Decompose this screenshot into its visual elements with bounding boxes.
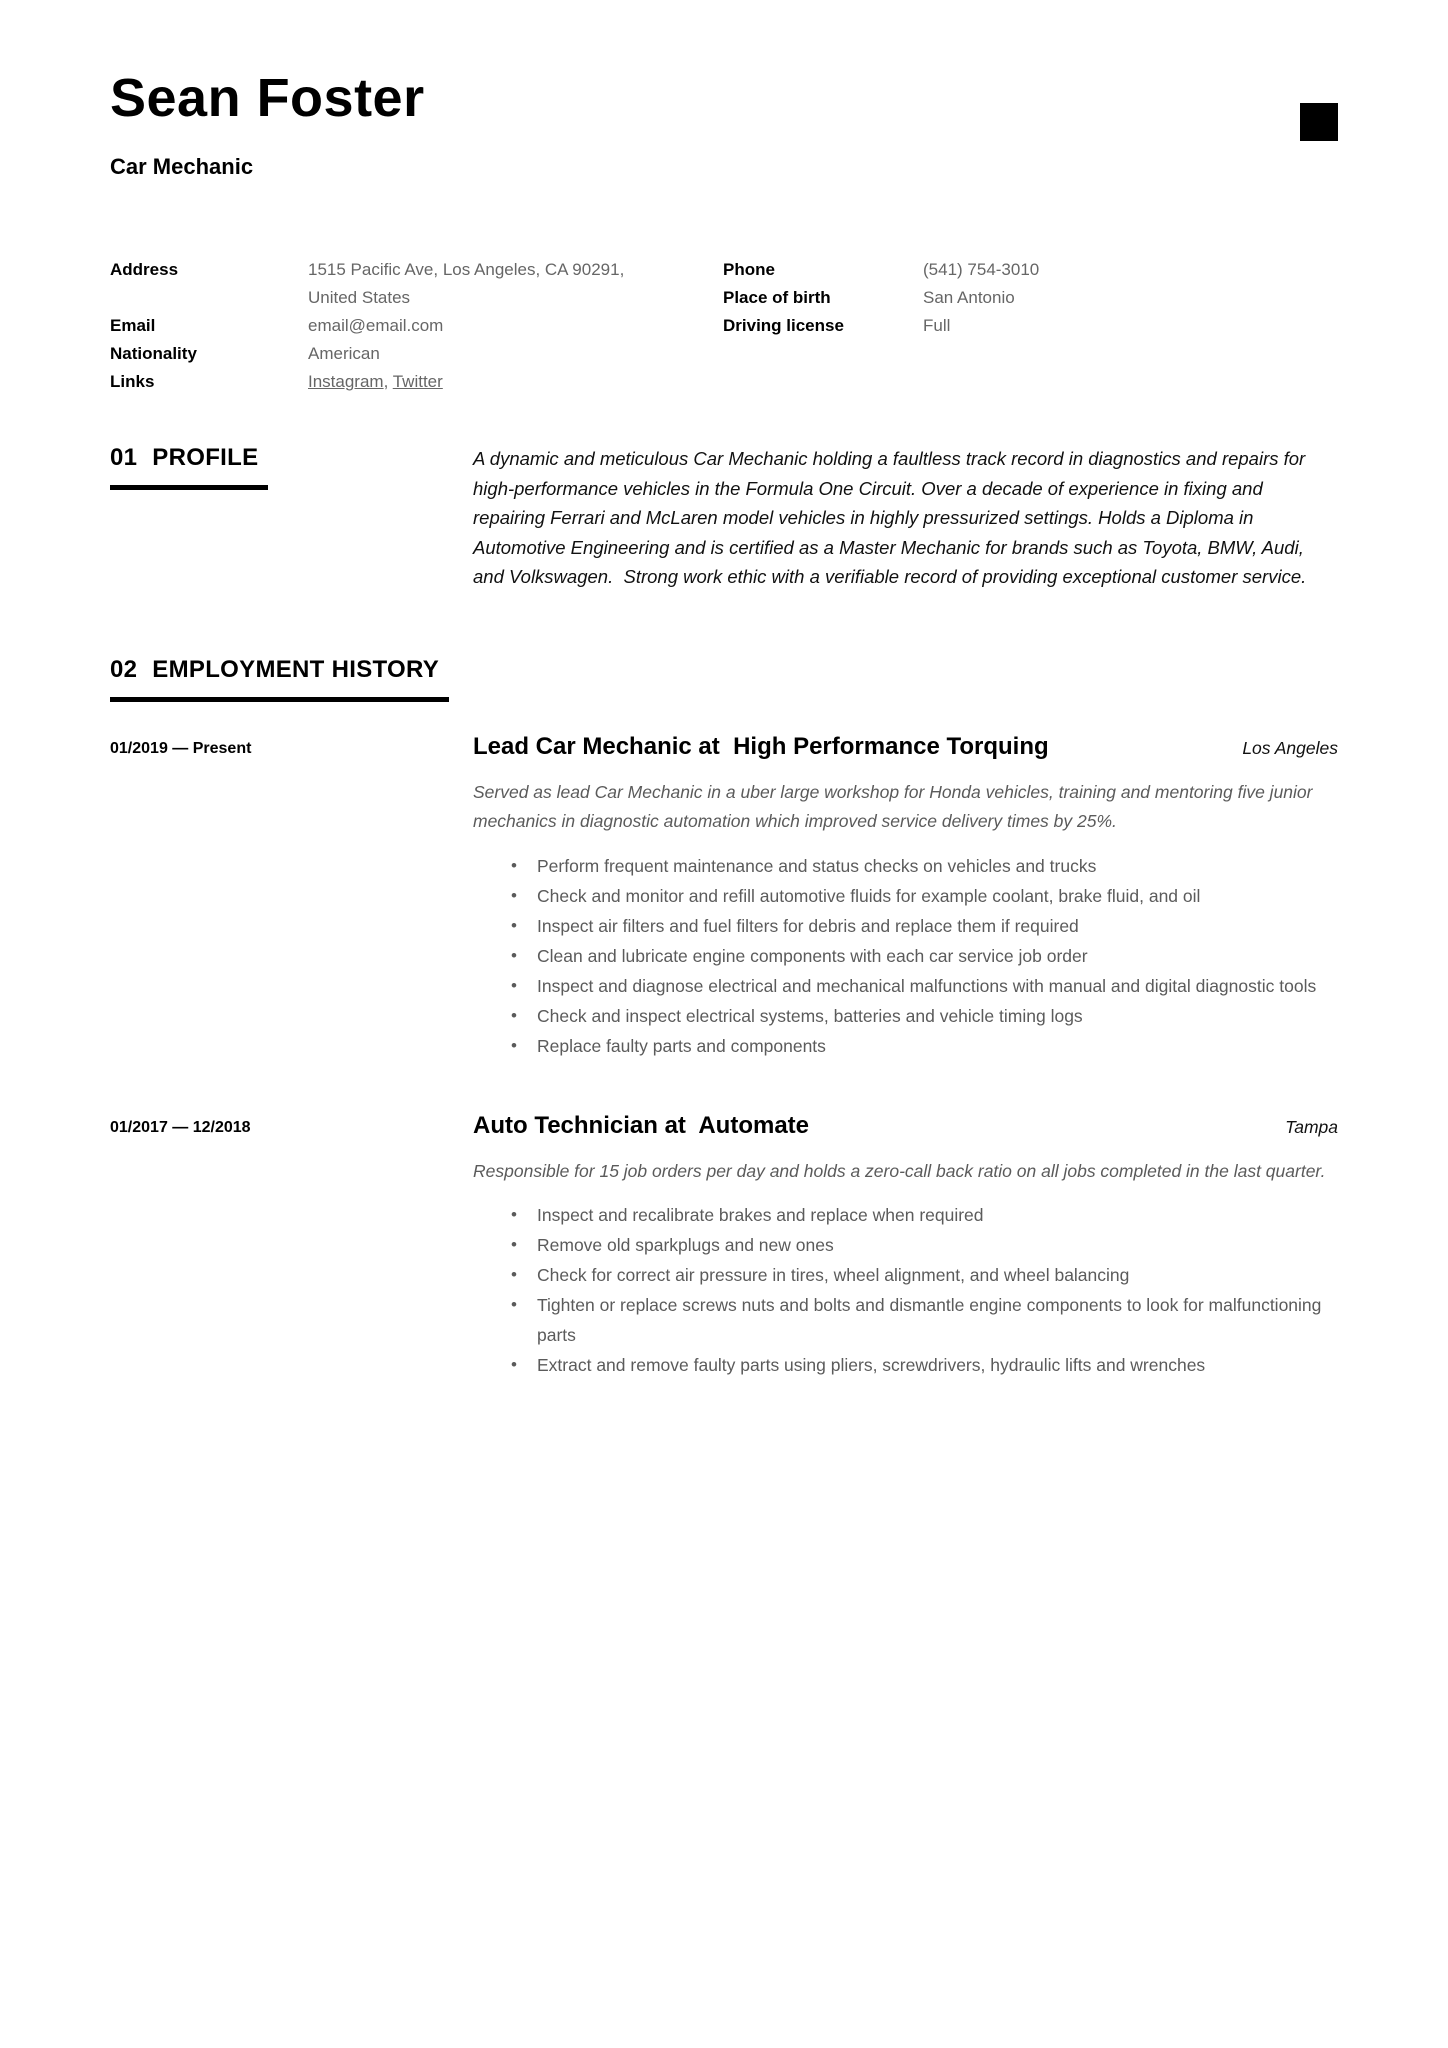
license-label: Driving license (723, 316, 844, 335)
employment-section (110, 656, 1338, 1381)
job-bullet: • Extract and remove faulty parts using pliers, screwdrivers, hydraulic lifts and wrenches (473, 1350, 1338, 1380)
job-dates-column (110, 732, 473, 1061)
address-value: 1515 Pacific Ave, Los Angeles, CA 90291, United States (308, 260, 625, 307)
employment-section-heading (110, 656, 449, 702)
job-bullet: • Check and inspect electrical systems, batteries and vehicle timing logs (473, 1001, 1338, 1031)
twitter-link[interactable]: Twitter (392, 372, 443, 391)
contact-row-license (723, 312, 1338, 340)
birthplace-value: San Antonio (923, 288, 1015, 307)
links-label: Links (110, 372, 155, 391)
job-bullet: • Inspect air filters and fuel filters for debris and replace them if required (473, 911, 1338, 941)
nationality-value: American (308, 344, 380, 363)
instagram-link[interactable]: Instagram (308, 372, 384, 391)
job-dates: 01/2019 — Present (110, 739, 252, 757)
black-square-icon (1300, 103, 1338, 141)
contact-details (110, 256, 1338, 396)
job-bullet: • Perform frequent maintenance and status checks on vehicles and trucks (473, 851, 1338, 881)
profile-summary-text: A dynamic and meticulous Car Mechanic holding a faultless track record in diagnostics and repairs for high-performance vehicles in the Formula One Circuit. Over a decade of experience in fixing and repairing Ferrari and McLaren model vehicles in highly pressurized settings. Holds a Diploma in Automotive Engineering and is certified as a Master Mechanic for brands such as Toyota, BMW, Audi, and Volkswagen. Strong work ethic with a verifiable record of providing exceptional customer service. (473, 448, 1311, 587)
section-title: PROFILE (152, 444, 259, 471)
job-title: Lead Car Mechanic at High Performance Torquing (473, 732, 1049, 760)
section-number: 01 (110, 444, 138, 471)
email-value: email@email.com (308, 316, 444, 335)
contact-column-right (723, 256, 1338, 396)
job-dates-column (110, 1111, 473, 1381)
profession-subtitle: Car Mechanic (110, 154, 254, 179)
job-entry-1 (110, 732, 1338, 1061)
license-value: Full (923, 316, 951, 335)
job-bullet-list (473, 851, 1338, 1061)
job-bullet: • Tighten or replace screws nuts and bolts and dismantle engine components to look for malfunctioning parts (473, 1290, 1338, 1350)
profile-heading-column (110, 444, 473, 592)
links-value (308, 368, 443, 396)
email-label: Email (110, 316, 156, 335)
job-bullet: • Remove old sparkplugs and new ones (473, 1230, 1338, 1260)
page-title: Sean Foster (110, 68, 425, 128)
job-bullet: • Clean and lubricate engine components with each car service job order (473, 941, 1338, 971)
birthplace-label: Place of birth (723, 288, 831, 307)
job-bullet: • Check and monitor and refill automotive fluids for example coolant, brake fluid, and oil (473, 881, 1338, 911)
job-entry-2 (110, 1111, 1338, 1381)
profile-section-heading (110, 444, 268, 490)
job-title-row (473, 732, 1338, 762)
phone-label: Phone (723, 260, 775, 279)
job-content-column (473, 732, 1338, 1061)
links-separator: , (383, 372, 393, 391)
contact-row-address (110, 256, 723, 312)
nationality-label: Nationality (110, 344, 197, 363)
job-summary: Responsible for 15 job orders per day and holds a zero-call back ratio on all jobs completed in the last quarter. (473, 1160, 1326, 1181)
job-bullet: • Check for correct air pressure in tires, wheel alignment, and wheel balancing (473, 1260, 1338, 1290)
job-summary: Served as lead Car Mechanic in a uber large workshop for Honda vehicles, training and mentoring five junior mechanics in diagnostic automation which improved service delivery times by 25%. (473, 781, 1313, 831)
job-title-row (473, 1111, 1338, 1141)
address-label: Address (110, 260, 179, 279)
contact-row-birthplace (723, 284, 1338, 312)
contact-row-nationality (110, 340, 723, 368)
section-number: 02 (110, 655, 138, 683)
contact-column-left (110, 256, 723, 396)
section-title: EMPLOYMENT HISTORY (152, 655, 440, 683)
job-dates: 01/2017 — 12/2018 (110, 1118, 251, 1136)
job-bullet: • Replace faulty parts and components (473, 1031, 1338, 1061)
phone-value: (541) 754-3010 (923, 260, 1040, 279)
contact-row-phone (723, 256, 1338, 284)
contact-row-email (110, 312, 723, 340)
job-title: Auto Technician at Automate (473, 1111, 810, 1139)
profile-section (110, 444, 1338, 592)
job-content-column (473, 1111, 1338, 1381)
job-location: Los Angeles (1242, 737, 1338, 758)
job-bullet: • Inspect and recalibrate brakes and replace when required (473, 1200, 1338, 1230)
job-bullet: • Inspect and diagnose electrical and mechanical malfunctions with manual and digital diagnostic tools (473, 971, 1338, 1001)
job-bullet-list (473, 1200, 1338, 1380)
job-location: Tampa (1285, 1116, 1338, 1137)
contact-row-links (110, 368, 723, 396)
profile-body-column (473, 444, 1338, 592)
